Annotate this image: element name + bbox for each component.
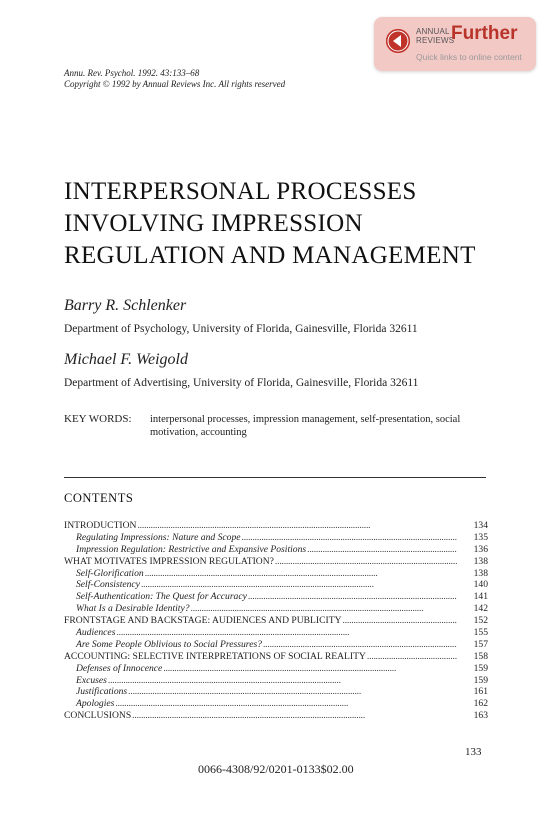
- toc-entry-page: 141: [473, 591, 488, 603]
- toc-entry-title: INTRODUCTION: [64, 520, 137, 531]
- toc-entry[interactable]: [64, 568, 488, 580]
- further-links-badge[interactable]: [374, 17, 536, 71]
- toc-entry-title: Are Some People Oblivious to Social Pressures?: [76, 638, 262, 650]
- toc-entry-title: FRONTSTAGE AND BACKSTAGE: AUDIENCES AND PUBLICITY: [64, 615, 342, 627]
- toc-entry-title: Self-Consistency: [76, 579, 140, 591]
- toc-entry-page: 162: [473, 698, 488, 710]
- toc-leader-dots: [248, 591, 457, 603]
- toc-leader-dots: [115, 698, 457, 710]
- toc-leader-dots: [128, 686, 457, 698]
- toc-entry[interactable]: [64, 627, 488, 639]
- toc-entry[interactable]: [64, 686, 488, 698]
- toc-entry-title: Impression Regulation: Restrictive and Expansive Positions: [76, 543, 307, 555]
- toc-leader-dots: [163, 663, 457, 675]
- keywords-text: interpersonal processes, impression management, self-presentation, social motivation, accounting: [150, 414, 461, 438]
- author-affiliation-2: Department of Advertising, University of Florida, Gainesville, Florida 32611: [64, 377, 419, 389]
- toc-entry[interactable]: [64, 639, 488, 651]
- toc-leader-dots: [116, 627, 457, 639]
- toc-entry[interactable]: [64, 520, 488, 532]
- toc-entry-title: Excuses: [76, 674, 107, 686]
- toc-leader-dots: [108, 675, 457, 687]
- toc-leader-dots: [275, 556, 457, 568]
- toc-entry[interactable]: [64, 603, 488, 615]
- toc-leader-dots: [343, 615, 458, 627]
- toc-entry-page: 159: [473, 662, 488, 674]
- author-affiliation-1: Department of Psychology, University of Florida, Gainesville, Florida 32611: [64, 323, 418, 335]
- toc-entry[interactable]: [64, 532, 488, 544]
- section-divider: [64, 477, 486, 478]
- badge-further-label[interactable]: Further: [451, 23, 518, 44]
- citation-line2: Copyright © 1992 by Annual Reviews Inc. All rights reserved: [64, 79, 286, 89]
- toc-entry-title: Regulating Impressions: Nature and Scope: [76, 531, 241, 543]
- toc-entry-title: Apologies: [76, 698, 115, 710]
- toc-entry-page: 152: [473, 615, 488, 627]
- toc-entry-page: 163: [473, 710, 488, 722]
- toc-entry-page: 138: [473, 567, 488, 579]
- toc-entry[interactable]: [64, 591, 488, 603]
- toc-entry-page: 136: [473, 543, 488, 555]
- toc-leader-dots: [242, 532, 458, 544]
- toc-entry-title: Justifications: [76, 686, 128, 698]
- toc-entry-title: Self-Glorification: [76, 567, 144, 579]
- price-code: 0066-4308/92/0201-0133$02.00: [198, 762, 354, 776]
- toc-entry-page: 140: [473, 579, 488, 591]
- toc-entry-page: 161: [473, 686, 488, 698]
- toc-entry[interactable]: [64, 698, 488, 710]
- toc-entry-page: 142: [473, 603, 488, 615]
- badge-subtitle: Quick links to online content: [416, 52, 522, 62]
- toc-entry-title: What Is a Desirable Identity?: [76, 603, 190, 615]
- toc-entry[interactable]: [64, 615, 488, 627]
- toc-entry[interactable]: [64, 663, 488, 675]
- toc-entry-page: 159: [473, 674, 488, 686]
- toc-entry-title: Audiences: [76, 627, 116, 639]
- toc-entry[interactable]: [64, 675, 488, 687]
- toc-entry[interactable]: [64, 579, 488, 591]
- toc-entry[interactable]: [64, 544, 488, 556]
- page-number: 133: [465, 746, 482, 758]
- toc-leader-dots: [191, 603, 457, 615]
- toc-entry[interactable]: [64, 651, 488, 663]
- toc-entry-page: 157: [473, 638, 488, 650]
- toc-entry[interactable]: [64, 556, 488, 568]
- keywords-label: KEY WORDS:: [64, 413, 132, 425]
- toc-entry-title: WHAT MOTIVATES IMPRESSION REGULATION?: [64, 555, 274, 567]
- toc-leader-dots: [263, 639, 457, 651]
- toc-entry-title: ACCOUNTING: SELECTIVE INTERPRETATIONS OF SOCIAL REALITY: [64, 650, 366, 662]
- toc-entry-title: Self-Authentication: The Quest for Accuracy: [76, 591, 247, 603]
- toc-entry-page: 134: [473, 520, 488, 531]
- journal-citation: [64, 68, 285, 90]
- toc-leader-dots: [141, 579, 457, 591]
- toc-leader-dots: [307, 544, 457, 556]
- toc-leader-dots: [367, 651, 457, 663]
- badge-brand-line1: ANNUAL: [416, 27, 450, 36]
- toc-entry-title: Defenses of Innocence: [76, 662, 163, 674]
- toc-entry-page: 138: [473, 555, 488, 567]
- title-line1: INTERPERSONAL PROCESSES: [64, 178, 417, 205]
- table-of-contents: [64, 520, 488, 722]
- author-name-2: Michael F. Weigold: [64, 351, 188, 368]
- title-line2: INVOLVING IMPRESSION: [64, 210, 363, 237]
- article-title: [64, 176, 524, 272]
- annual-reviews-logo-icon: [386, 29, 410, 53]
- badge-brand-line2: REVIEWS: [416, 36, 455, 45]
- toc-entry[interactable]: [64, 710, 488, 722]
- author-name-1: Barry R. Schlenker: [64, 297, 187, 314]
- toc-entry-page: 135: [473, 531, 488, 543]
- toc-entry-page: 155: [473, 627, 488, 639]
- toc-leader-dots: [132, 710, 457, 722]
- contents-heading: CONTENTS: [64, 491, 134, 505]
- title-line3: REGULATION AND MANAGEMENT: [64, 242, 476, 269]
- toc-leader-dots: [145, 568, 457, 580]
- toc-entry-page: 158: [473, 650, 488, 662]
- badge-brand-text: [416, 27, 454, 45]
- toc-leader-dots: [137, 520, 457, 532]
- toc-entry-title: CONCLUSIONS: [64, 710, 132, 722]
- citation-line1: Annu. Rev. Psychol. 1992. 43:133–68: [64, 68, 200, 78]
